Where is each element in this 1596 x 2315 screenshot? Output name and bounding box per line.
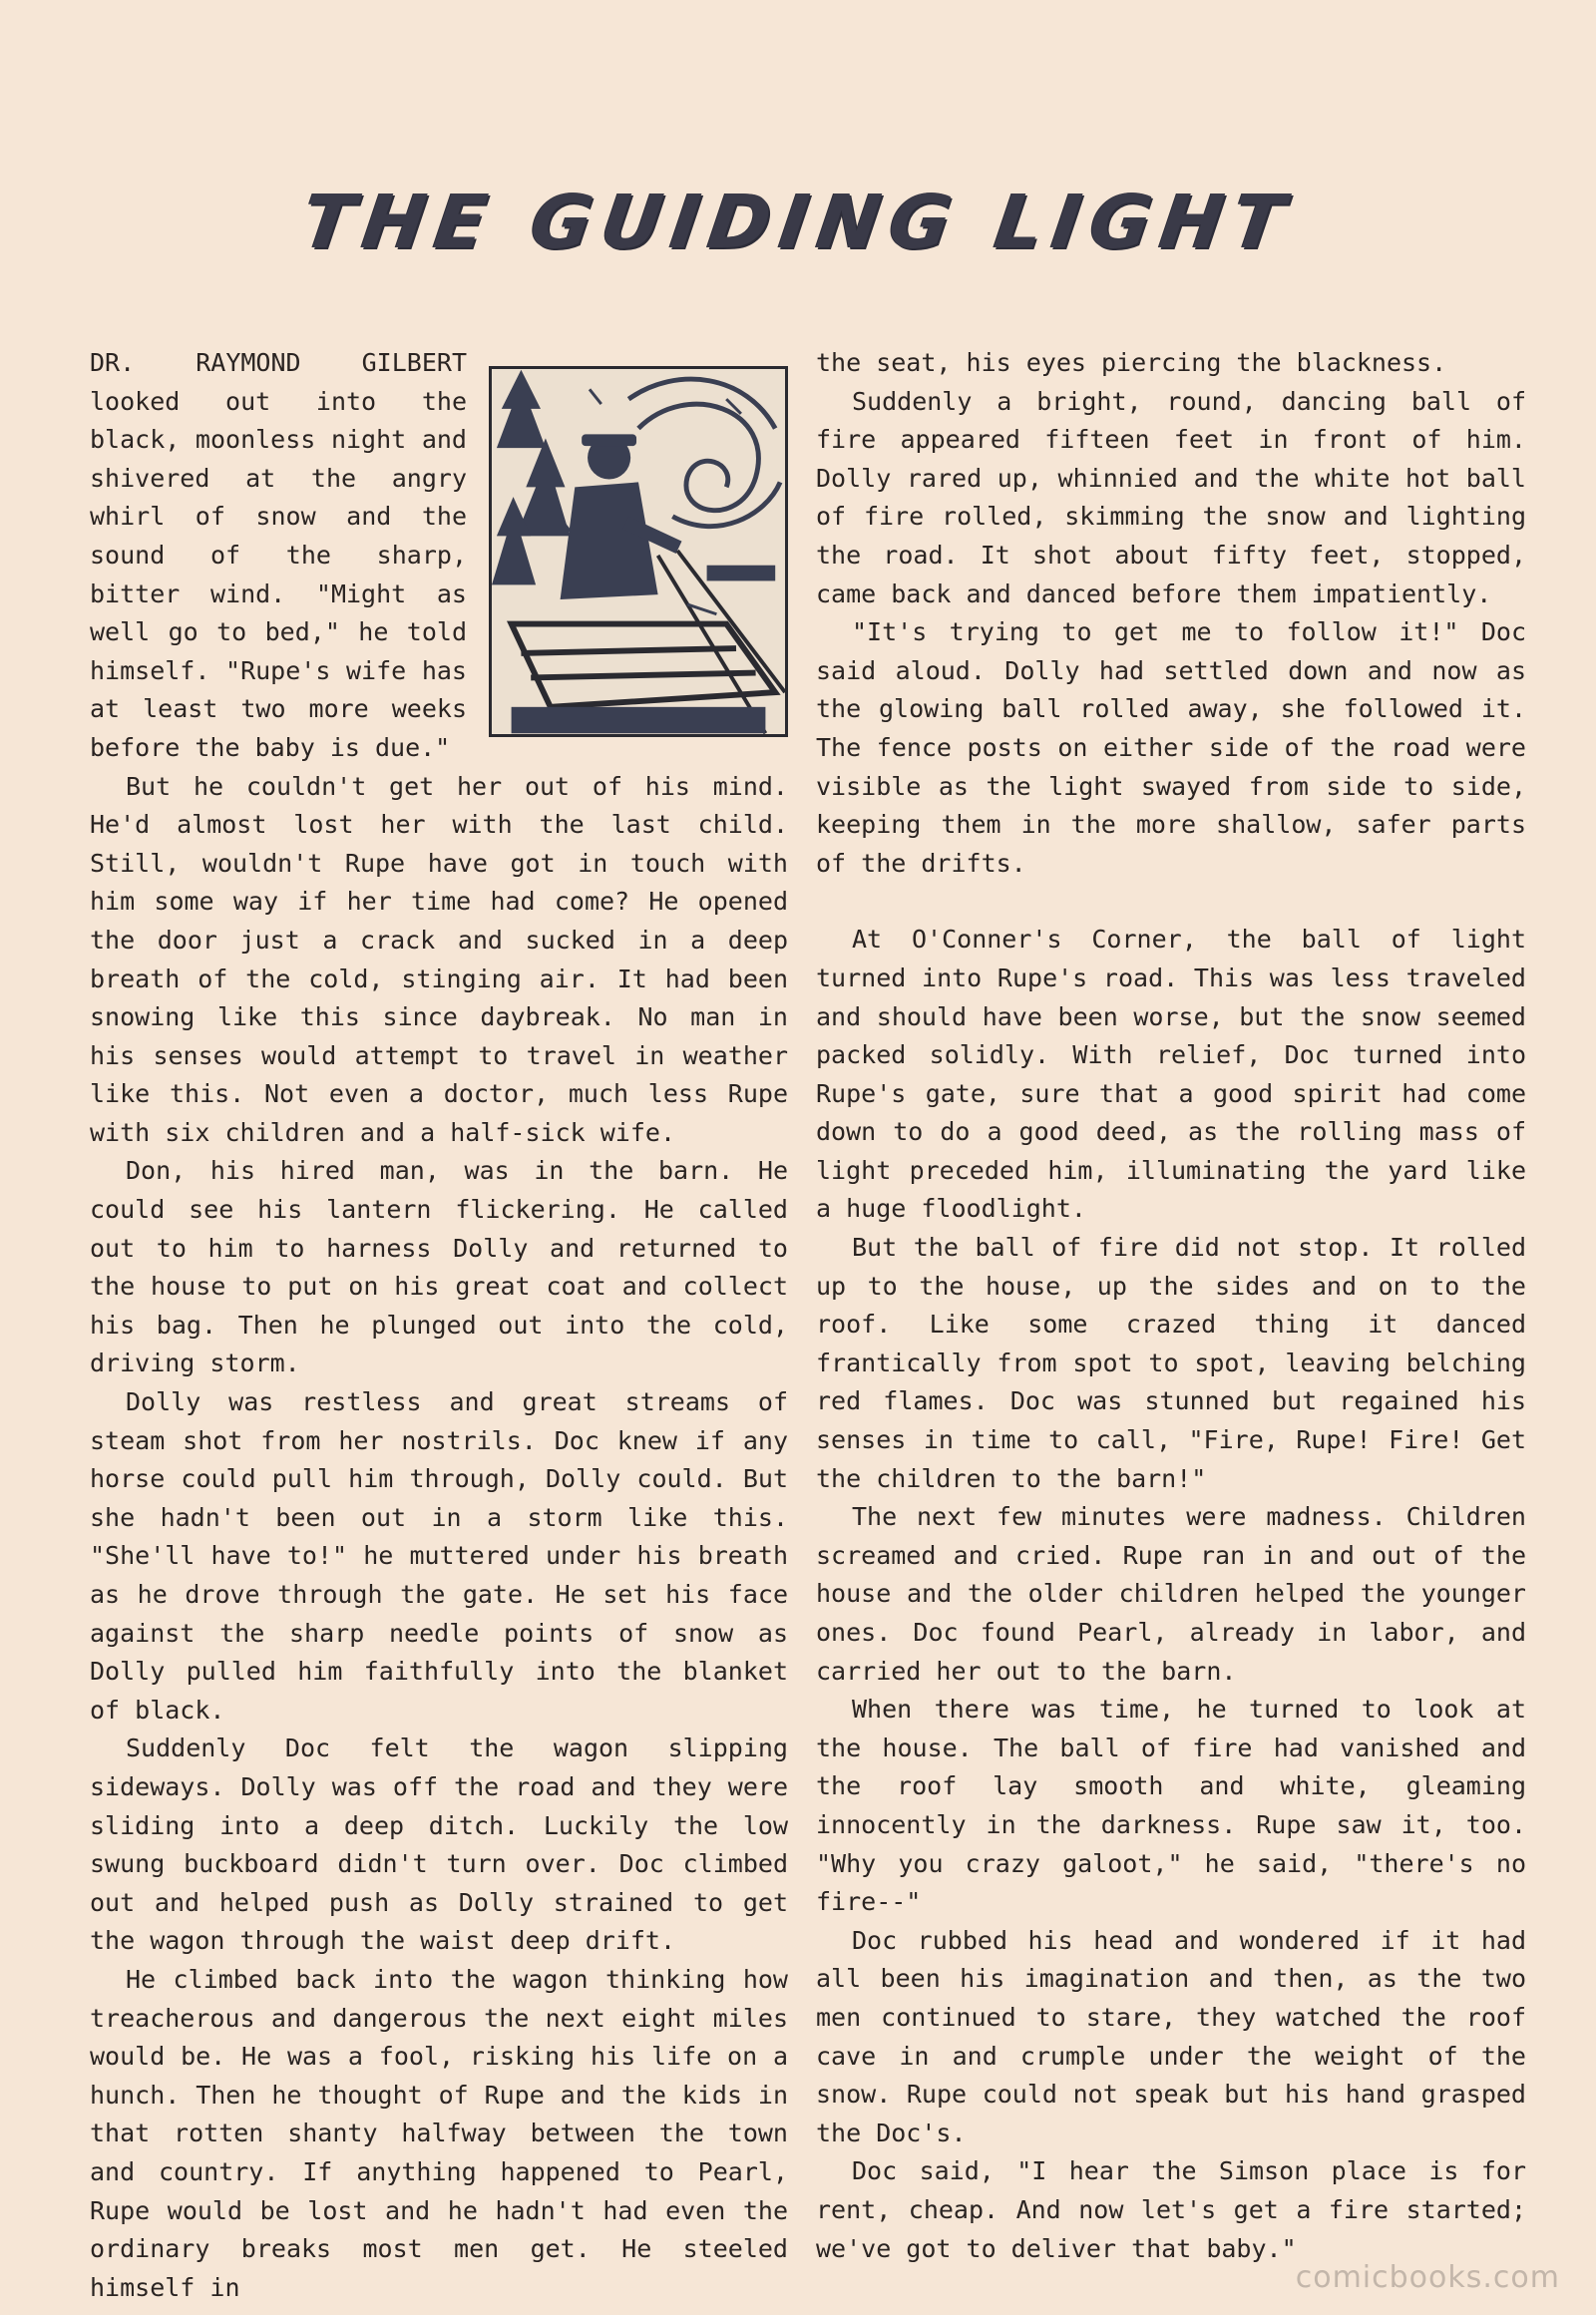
doctor-driving-buckboard-illustration — [492, 369, 785, 734]
paragraph: Suddenly a bright, round, dancing ball of fire appeared fifteen feet in front of him. Dolly rared up, whinnied and the white hot ball of fire rolled, skimming the snow and lighting the road. It shot about fifty feet, stopped, came back and danced before them impatiently. — [816, 386, 1526, 608]
paragraph: But he couldn't get her out of his mind. He'd almost lost her with the last child. Still, wouldn't Rupe have got in touch with him some way if her time had come? He opened the door just a crack and sucked in a deep breath of the cold, stinging air. It had been snowing like this since daybreak. No man in his senses would attempt to travel in weather like this. Not even a doctor, much less Rupe with six children and a half-sick wife. — [90, 771, 788, 1147]
paragraph: Don, his hired man, was in the barn. He could see his lantern flickering. He called out to him to harness Dolly and returned to the house to put on his great coat and collect his bag. Then he plunged out into the cold, driving storm. — [90, 1156, 788, 1378]
page-title: THE GUIDING LIGHT — [296, 180, 1300, 265]
paragraph: Doc rubbed his head and wondered if it had all been his imagination and then, as the two men continued to stare, they watched the roof cave in and crumple under the weight of the snow. Rupe could not speak but his hand grasped the Doc's. — [816, 1925, 1526, 2147]
watermark: comicbooks.com — [1295, 2260, 1560, 2295]
paragraph: "It's trying to get me to follow it!" Doc said aloud. Dolly had settled down and now as the glowing ball rolled away, she followed it. The fence posts on either side of the road were visible as the light swayed from side to side, keeping them in the more shallow, safer parts of the drifts. — [816, 617, 1526, 878]
paragraph: Suddenly Doc felt the wagon slipping sideways. Dolly was off the road and they were sliding into a deep ditch. Luckily the low swung buckboard didn't turn over. Doc climbed out and helped push as Dolly strained to get the wagon through the waist deep drift. — [90, 1734, 788, 1956]
paragraph: At O'Conner's Corner, the ball of light turned into Rupe's road. This was less traveled and should have been worse, but the snow seemed packed solidly. With relief, Doc turned into Rupe's gate, sure that a good spirit had come down to do a good deed, as the rolling mass of light preceded him, illuminating the yard like a huge floodlight. — [816, 925, 1526, 1224]
right-column — [816, 344, 1526, 2268]
paragraph: When there was time, he turned to look at the house. The ball of fire had vanished and the roof lay smooth and white, gleaming innocently in the darkness. Rupe saw it, too. "Why you crazy galoot," he said, "there's no fire--" — [816, 1695, 1526, 1917]
paragraph: the seat, his eyes piercing the blackness. — [816, 348, 1447, 377]
paragraph: The next few minutes were madness. Children screamed and cried. Rupe ran in and out of the house and the older children helped the younger ones. Doc found Pearl, already in labor, and carried her out to the barn. — [816, 1502, 1526, 1686]
paragraph: He climbed back into the wagon thinking how treacherous and dangerous the next eight miles would be. He was a fool, risking his life on a hunch. Then he thought of Rupe and the kids in that rotten shanty halfway between the town and country. If anything happened to Pearl, Rupe would be lost and he hadn't had even the ordinary breaks most men get. He steeled himself in — [90, 1964, 788, 2302]
left-column — [90, 344, 788, 2307]
paragraph: Doc said, "I hear the Simson place is for rent, cheap. And now let's get a fire started; we've got to deliver that baby." — [816, 2156, 1526, 2263]
paragraph: But the ball of fire did not stop. It rolled up to the house, up the sides and on to the roof. Like some crazed thing it danced frantically from spot to spot, leaving belching red flames. Doc was stunned but regained his senses in time to call, "Fire, Rupe! Fire! Get the children to the barn!" — [816, 1233, 1526, 1493]
paragraph: DR. RAYMOND GILBERT looked out into the black, moonless night and shivered at the angry whirl of snow and the sound of the sharp, bitter wind. "Might as well go to bed," he told himself. "Rupe's wife has at least two more weeks before the baby is due." — [90, 348, 467, 762]
paragraph: Dolly was restless and great streams of steam shot from her nostrils. Doc knew if any horse could pull him through, Dolly could. But she hadn't been out in a storm like this. "She'll have to!" he muttered under his breath as he drove through the gate. He set his face against the sharp needle points of snow as Dolly pulled him faithfully into the blanket of black. — [90, 1387, 788, 1725]
story-illustration — [489, 366, 788, 737]
